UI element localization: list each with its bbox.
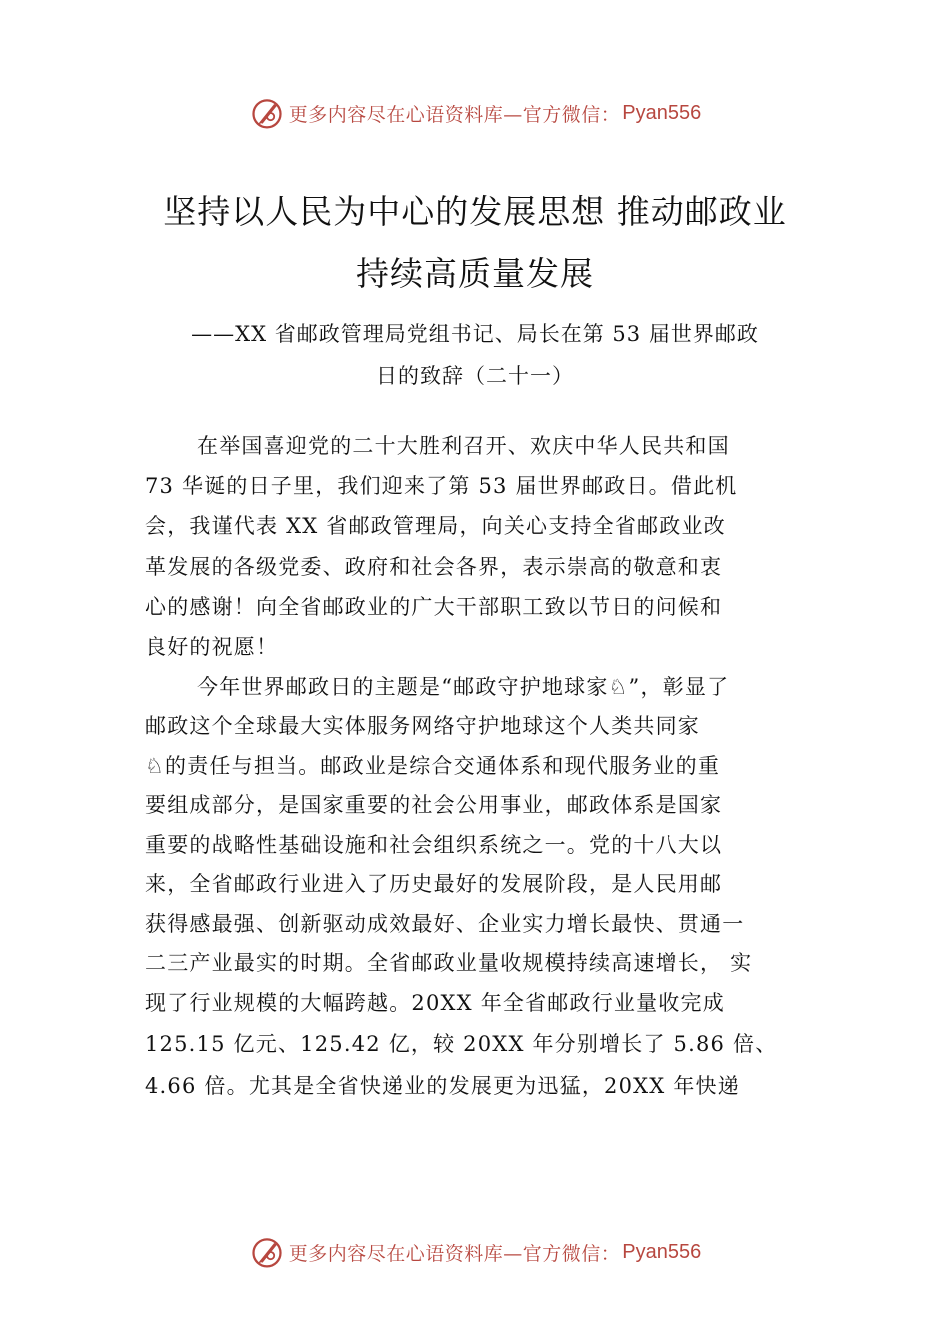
body-line: 125.15 亿元、125.42 亿，较 20XX 年分别增长了 5.86 倍、 <box>145 1032 778 1056</box>
footer-watermark <box>0 1232 950 1272</box>
watermark-text: 更多内容尽在心语资料库—官方微信： <box>288 1242 621 1265</box>
watermark-wechat-id: Pyan556 <box>622 101 702 124</box>
body-line: 来，全省邮政行业进入了历史最好的发展阶段，是人民用邮 <box>145 872 723 896</box>
document-title-line-2: 持续高质量发展 <box>356 254 594 293</box>
body-line: 现了行业规模的大幅跨越。20XX 年全省邮政行业量收完成 <box>145 991 725 1015</box>
body-line: 4.66 倍。尤其是全省快递业的发展更为迅猛，20XX 年快递 <box>145 1074 740 1098</box>
body-line: 重要的战略性基础设施和社会组织系统之一。党的十八大以 <box>145 833 723 857</box>
body-line: 73 华诞的日子里，我们迎来了第 53 届世界邮政日。借此机 <box>145 474 738 498</box>
body-line: 革发展的各级党委、政府和社会各界，表示崇高的敬意和衷 <box>145 555 723 579</box>
brush-logo-icon <box>249 95 285 131</box>
body-line: 良好的祝愿！ <box>145 635 279 659</box>
document-subtitle-line-2: 日的致辞（二十一） <box>376 364 574 388</box>
brush-logo-icon <box>249 1234 285 1270</box>
body-line: 获得感最强、创新驱动成效最好、企业实力增长最快、贯通一 <box>145 912 745 936</box>
body-line: 要组成部分，是国家重要的社会公用事业，邮政体系是国家 <box>145 793 723 817</box>
watermark-wechat-id: Pyan556 <box>622 1240 702 1263</box>
body-line: 心的感谢！向全省邮政业的广大干部职工致以节日的问候和 <box>145 595 723 619</box>
document-title-line-1: 坚持以人民为中心的发展思想 推动邮政业 <box>163 192 787 231</box>
body-line: 在举国喜迎党的二十大胜利召开、欢庆中华人民共和国 <box>197 434 730 458</box>
body-line: 二三产业最实的时期。全省邮政业量收规模持续高速增长， 实 <box>145 951 753 975</box>
body-line: 今年世界邮政日的主题是“邮政守护地球家♘”，彰显了 <box>197 675 730 699</box>
body-line: ♘的责任与担当。邮政业是综合交通体系和现代服务业的重 <box>145 754 721 778</box>
body-line: 邮政这个全球最大实体服务网络守护地球这个人类共同家 <box>145 714 700 738</box>
body-line: 会，我谨代表 XX 省邮政管理局，向关心支持全省邮政业改 <box>145 514 726 538</box>
header-watermark <box>0 93 950 133</box>
watermark-text: 更多内容尽在心语资料库—官方微信： <box>288 103 621 126</box>
document-subtitle-line-1: ——XX 省邮政管理局党组书记、局长在第 53 届世界邮政 <box>191 322 759 346</box>
